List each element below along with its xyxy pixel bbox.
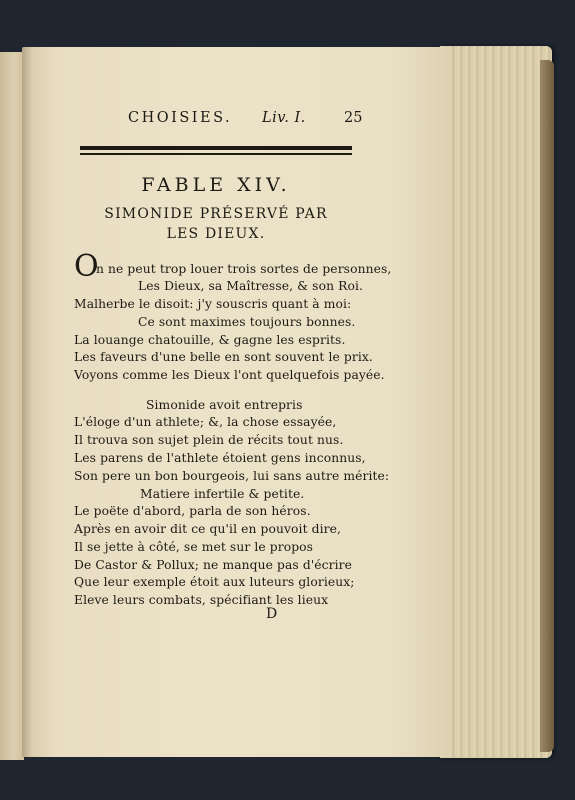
verse-line: Le poëte d'abord, parla de son héros.	[74, 504, 311, 518]
fable-subtitle-line-1: SIMONIDE PRÉSERVÉ PAR	[104, 206, 328, 222]
verse-line: Eleve leurs combats, spécifiant les lieux	[74, 593, 329, 607]
verse-line: Ce sont maximes toujours bonnes.	[138, 315, 356, 329]
verse-line: Simonide avoit entrepris	[146, 398, 303, 412]
verse-line: Malherbe le disoit: j'y souscris quant à moi:	[74, 297, 352, 311]
verse-line: Les parens de l'athlete étoient gens inconnus,	[74, 451, 366, 465]
signature-mark: D	[266, 606, 279, 622]
running-title: CHOISIES.	[128, 110, 233, 126]
verse-line: Voyons comme les Dieux l'ont quelquefois payée.	[74, 368, 385, 382]
verse-line: Matiere infertile & petite.	[140, 487, 305, 501]
verse-line: La louange chatouille, & gagne les esprits.	[74, 333, 346, 347]
header-rule-thick	[80, 146, 352, 150]
verse-line: n ne peut trop louer trois sortes de personnes,	[96, 262, 392, 276]
verse-line: Les Dieux, sa Maîtresse, & son Roi.	[138, 279, 364, 293]
verse-line: De Castor & Pollux; ne manque pas d'écrire	[74, 558, 353, 572]
fable-title: FABLE XIV.	[141, 174, 291, 196]
header-rule-thin	[80, 153, 352, 155]
verse-line: Il trouva son sujet plein de récits tout nus.	[74, 433, 344, 447]
verse-line: L'éloge d'un athlete; &, la chose essayée,	[74, 415, 337, 429]
verse-line: Après en avoir dit ce qu'il en pouvoit dire,	[74, 522, 342, 536]
verse-line: Les faveurs d'une belle en sont souvent le prix.	[74, 350, 373, 364]
fable-subtitle-line-2: LES DIEUX.	[166, 226, 266, 242]
book-reference: Liv. I.	[262, 110, 306, 126]
running-header	[128, 110, 368, 132]
page-number: 25	[344, 110, 363, 126]
verse-line: Que leur exemple étoit aux luteurs glorieux;	[74, 575, 355, 589]
verse-line: Son pere un bon bourgeois, lui sans autre mérite:	[74, 469, 390, 483]
verse-line: Il se jette à côté, se met sur le propos	[74, 540, 314, 554]
drop-cap: O	[74, 249, 99, 284]
